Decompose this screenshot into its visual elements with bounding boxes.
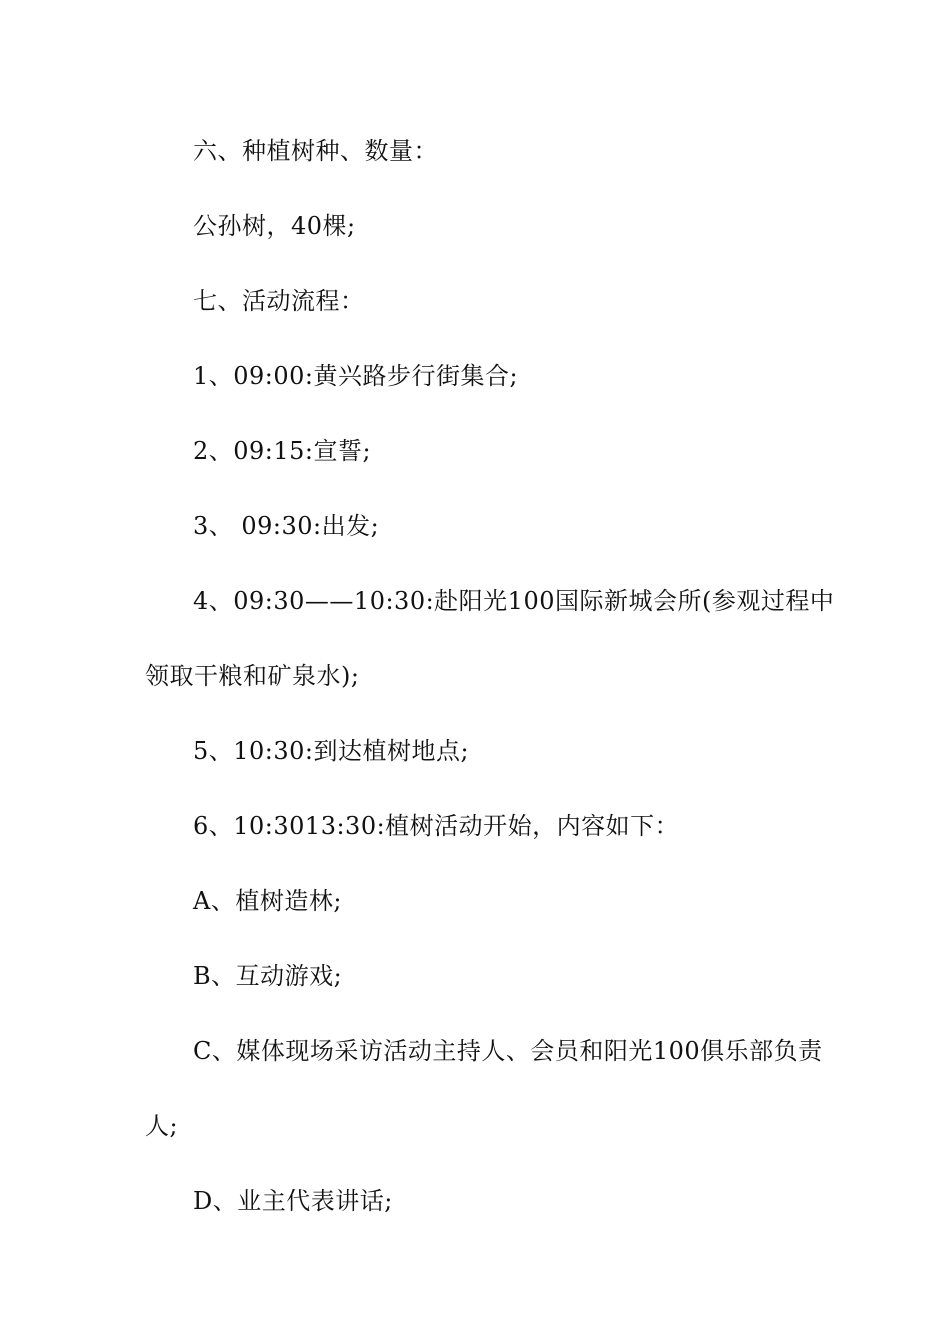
list-item-step-5: 5、10:30:到达植树地点;: [193, 737, 470, 765]
sub-item-a: A、植树造林;: [193, 887, 342, 915]
list-item-step-2: 2、09:15:宣誓;: [193, 437, 372, 465]
section-heading-activity-flow: 七、活动流程：: [193, 287, 365, 315]
list-item-step-6: 6、10:3013:30:植树活动开始，内容如下：: [193, 812, 680, 840]
sub-item-c: C、媒体现场采访活动主持人、会员和阳光100俱乐部负责: [193, 1037, 823, 1065]
list-item-step-4-continued: 领取干粮和矿泉水);: [145, 662, 360, 690]
paragraph-tree-count: 公孙树，40棵;: [193, 212, 356, 240]
section-heading-tree-species: 六、种植树种、数量：: [193, 137, 438, 165]
sub-item-b: B、互动游戏;: [193, 962, 343, 990]
sub-item-d: D、业主代表讲话;: [193, 1187, 393, 1215]
list-item-step-1: 1、09:00:黄兴路步行街集合;: [193, 362, 519, 390]
list-item-step-3: 3、 09:30:出发;: [193, 512, 380, 540]
list-item-step-4: 4、09:30——10:30:赴阳光100国际新城会所(参观过程中: [193, 587, 835, 615]
sub-item-c-continued: 人;: [145, 1112, 179, 1140]
